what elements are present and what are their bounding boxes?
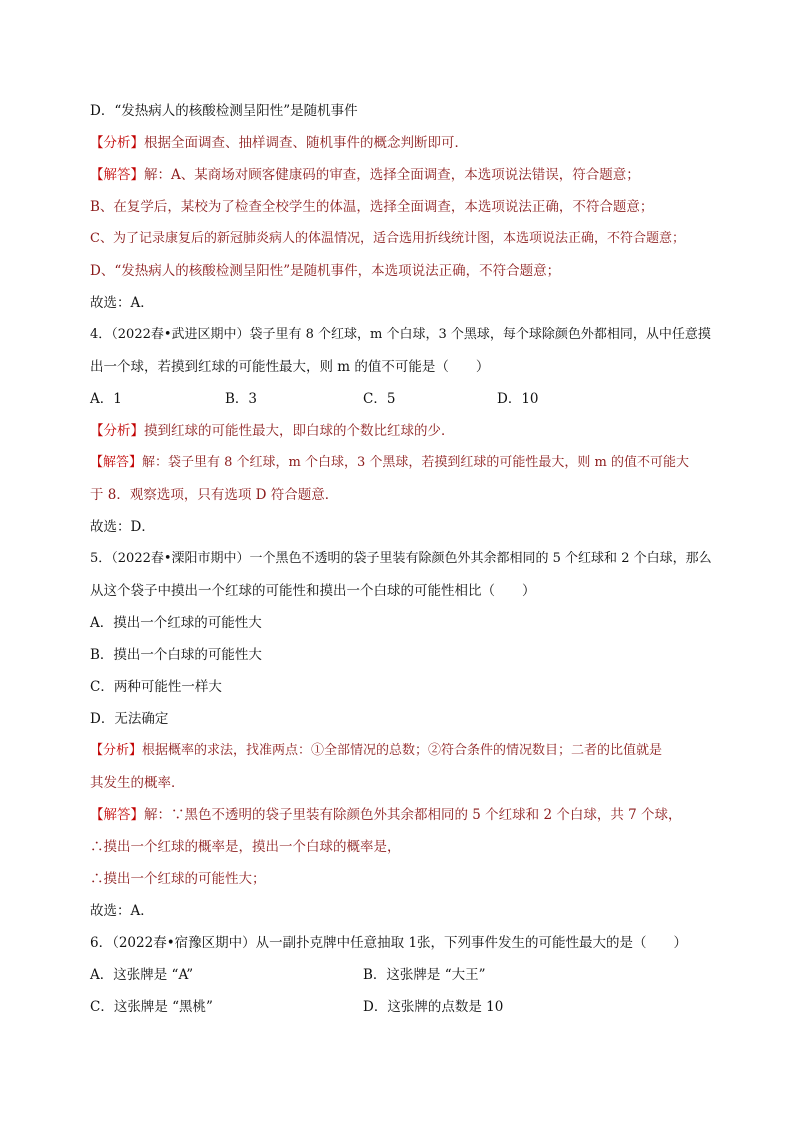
q4-stem-line-2: 出一个球，若摸到红球的可能性最大，则 m 的值不可能是（ ） xyxy=(90,359,490,375)
q3-answer-line-1 xyxy=(90,165,640,185)
answer-text: 解：∵黑色不透明的袋子里装有除颜色外其余都相同的 5 个红球和 2 个白球，共 7 个球， xyxy=(144,807,682,823)
q4-answer-line-1 xyxy=(90,453,689,473)
q5-analysis-line-1 xyxy=(90,741,662,761)
q4-option-d: D．10 xyxy=(497,391,539,407)
q3-answer-line-2: B、在复学后，某校为了检查全校学生的体温，选择全面调查，本选项说法正确，不符合题意； xyxy=(90,199,654,215)
q4-option-c: C．5 xyxy=(363,391,396,407)
q6-option-a: A．这张牌是 “A” xyxy=(90,967,194,983)
analysis-text: 根据概率的求法，找准两点：①全部情况的总数；②符合条件的情况数目；二者的比值就是 xyxy=(142,743,663,758)
q4-option-a: A．1 xyxy=(90,391,122,407)
q4-option-b: B．3 xyxy=(225,391,258,407)
q5-answer-line-3: ∴摸出一个红球的可能性大； xyxy=(90,871,266,887)
q5-answer-line-1 xyxy=(90,805,682,825)
analysis-tag: 【分析】 xyxy=(90,743,143,758)
analysis-text: 摸到红球的可能性最大，即白球的个数比红球的少． xyxy=(144,423,455,439)
q3-answer-line-3: C、为了记录康复后的新冠肺炎病人的体温情况，适合选用折线统计图，本选项说法正确，不符合题意； xyxy=(90,231,685,246)
q5-option-a: A．摸出一个红球的可能性大 xyxy=(90,615,262,631)
q3-analysis xyxy=(90,133,468,153)
answer-tag: 【解答】 xyxy=(90,455,143,470)
q6-stem: 6．（2022春•宿豫区期中）从一副扑克牌中任意抽取 1张，下列事件发生的可能性最大的是（ ） xyxy=(90,935,688,951)
analysis-text: 根据全面调查、抽样调查、随机事件的概念判断即可． xyxy=(144,135,468,151)
q5-stem-line-1: 5．（2022春•溧阳市期中）一个黑色不透明的袋子里装有除颜色外其余都相同的 5 个红球和 2 个白球，那么 xyxy=(90,551,712,566)
q3-option-d: D．“发热病人的核酸检测呈阳性”是随机事件 xyxy=(90,103,358,119)
q3-answer-line-4: D、“发热病人的核酸检测呈阳性”是随机事件，本选项说法正确，不符合题意； xyxy=(90,263,561,279)
q4-analysis xyxy=(90,421,455,441)
q5-stem-line-2: 从这个袋子中摸出一个红球的可能性和摸出一个白球的可能性相比（ ） xyxy=(90,583,536,599)
q5-analysis-line-2: 其发生的概率． xyxy=(90,775,185,791)
q5-choice: 故选：A． xyxy=(90,903,154,919)
answer-tag: 【解答】 xyxy=(90,167,144,183)
q5-option-d: D．无法确定 xyxy=(90,711,169,727)
analysis-tag: 【分析】 xyxy=(90,135,144,151)
q4-stem-line-1: 4．（2022春•武进区期中）袋子里有 8 个红球，m 个白球，3 个黑球，每个球除颜色外都相同，从中任意摸 xyxy=(90,327,711,342)
q4-answer-line-2: 于 8．观察选项，只有选项 D 符合题意． xyxy=(90,487,339,503)
answer-text: 解：A、某商场对顾客健康码的审查，选择全面调查，本选项说法错误，符合题意； xyxy=(144,167,640,183)
q6-option-d: D．这张牌的点数是 10 xyxy=(363,999,504,1015)
answer-text: 解：袋子里有 8 个红球，m 个白球，3 个黑球，若摸到红球的可能性最大，则 m 的值不可能大 xyxy=(142,455,690,470)
q6-option-b: B．这张牌是 “大王” xyxy=(363,967,486,983)
answer-tag: 【解答】 xyxy=(90,807,144,823)
q5-option-b: B．摸出一个白球的可能性大 xyxy=(90,647,262,663)
q6-option-c: C．这张牌是 “黑桃” xyxy=(90,999,213,1015)
q5-answer-line-2: ∴摸出一个红球的概率是，摸出一个白球的概率是， xyxy=(90,839,401,855)
q3-choice: 故选：A． xyxy=(90,295,154,311)
analysis-tag: 【分析】 xyxy=(90,423,144,439)
q4-choice: 故选：D． xyxy=(90,519,155,535)
q5-option-c: C．两种可能性一样大 xyxy=(90,679,222,695)
